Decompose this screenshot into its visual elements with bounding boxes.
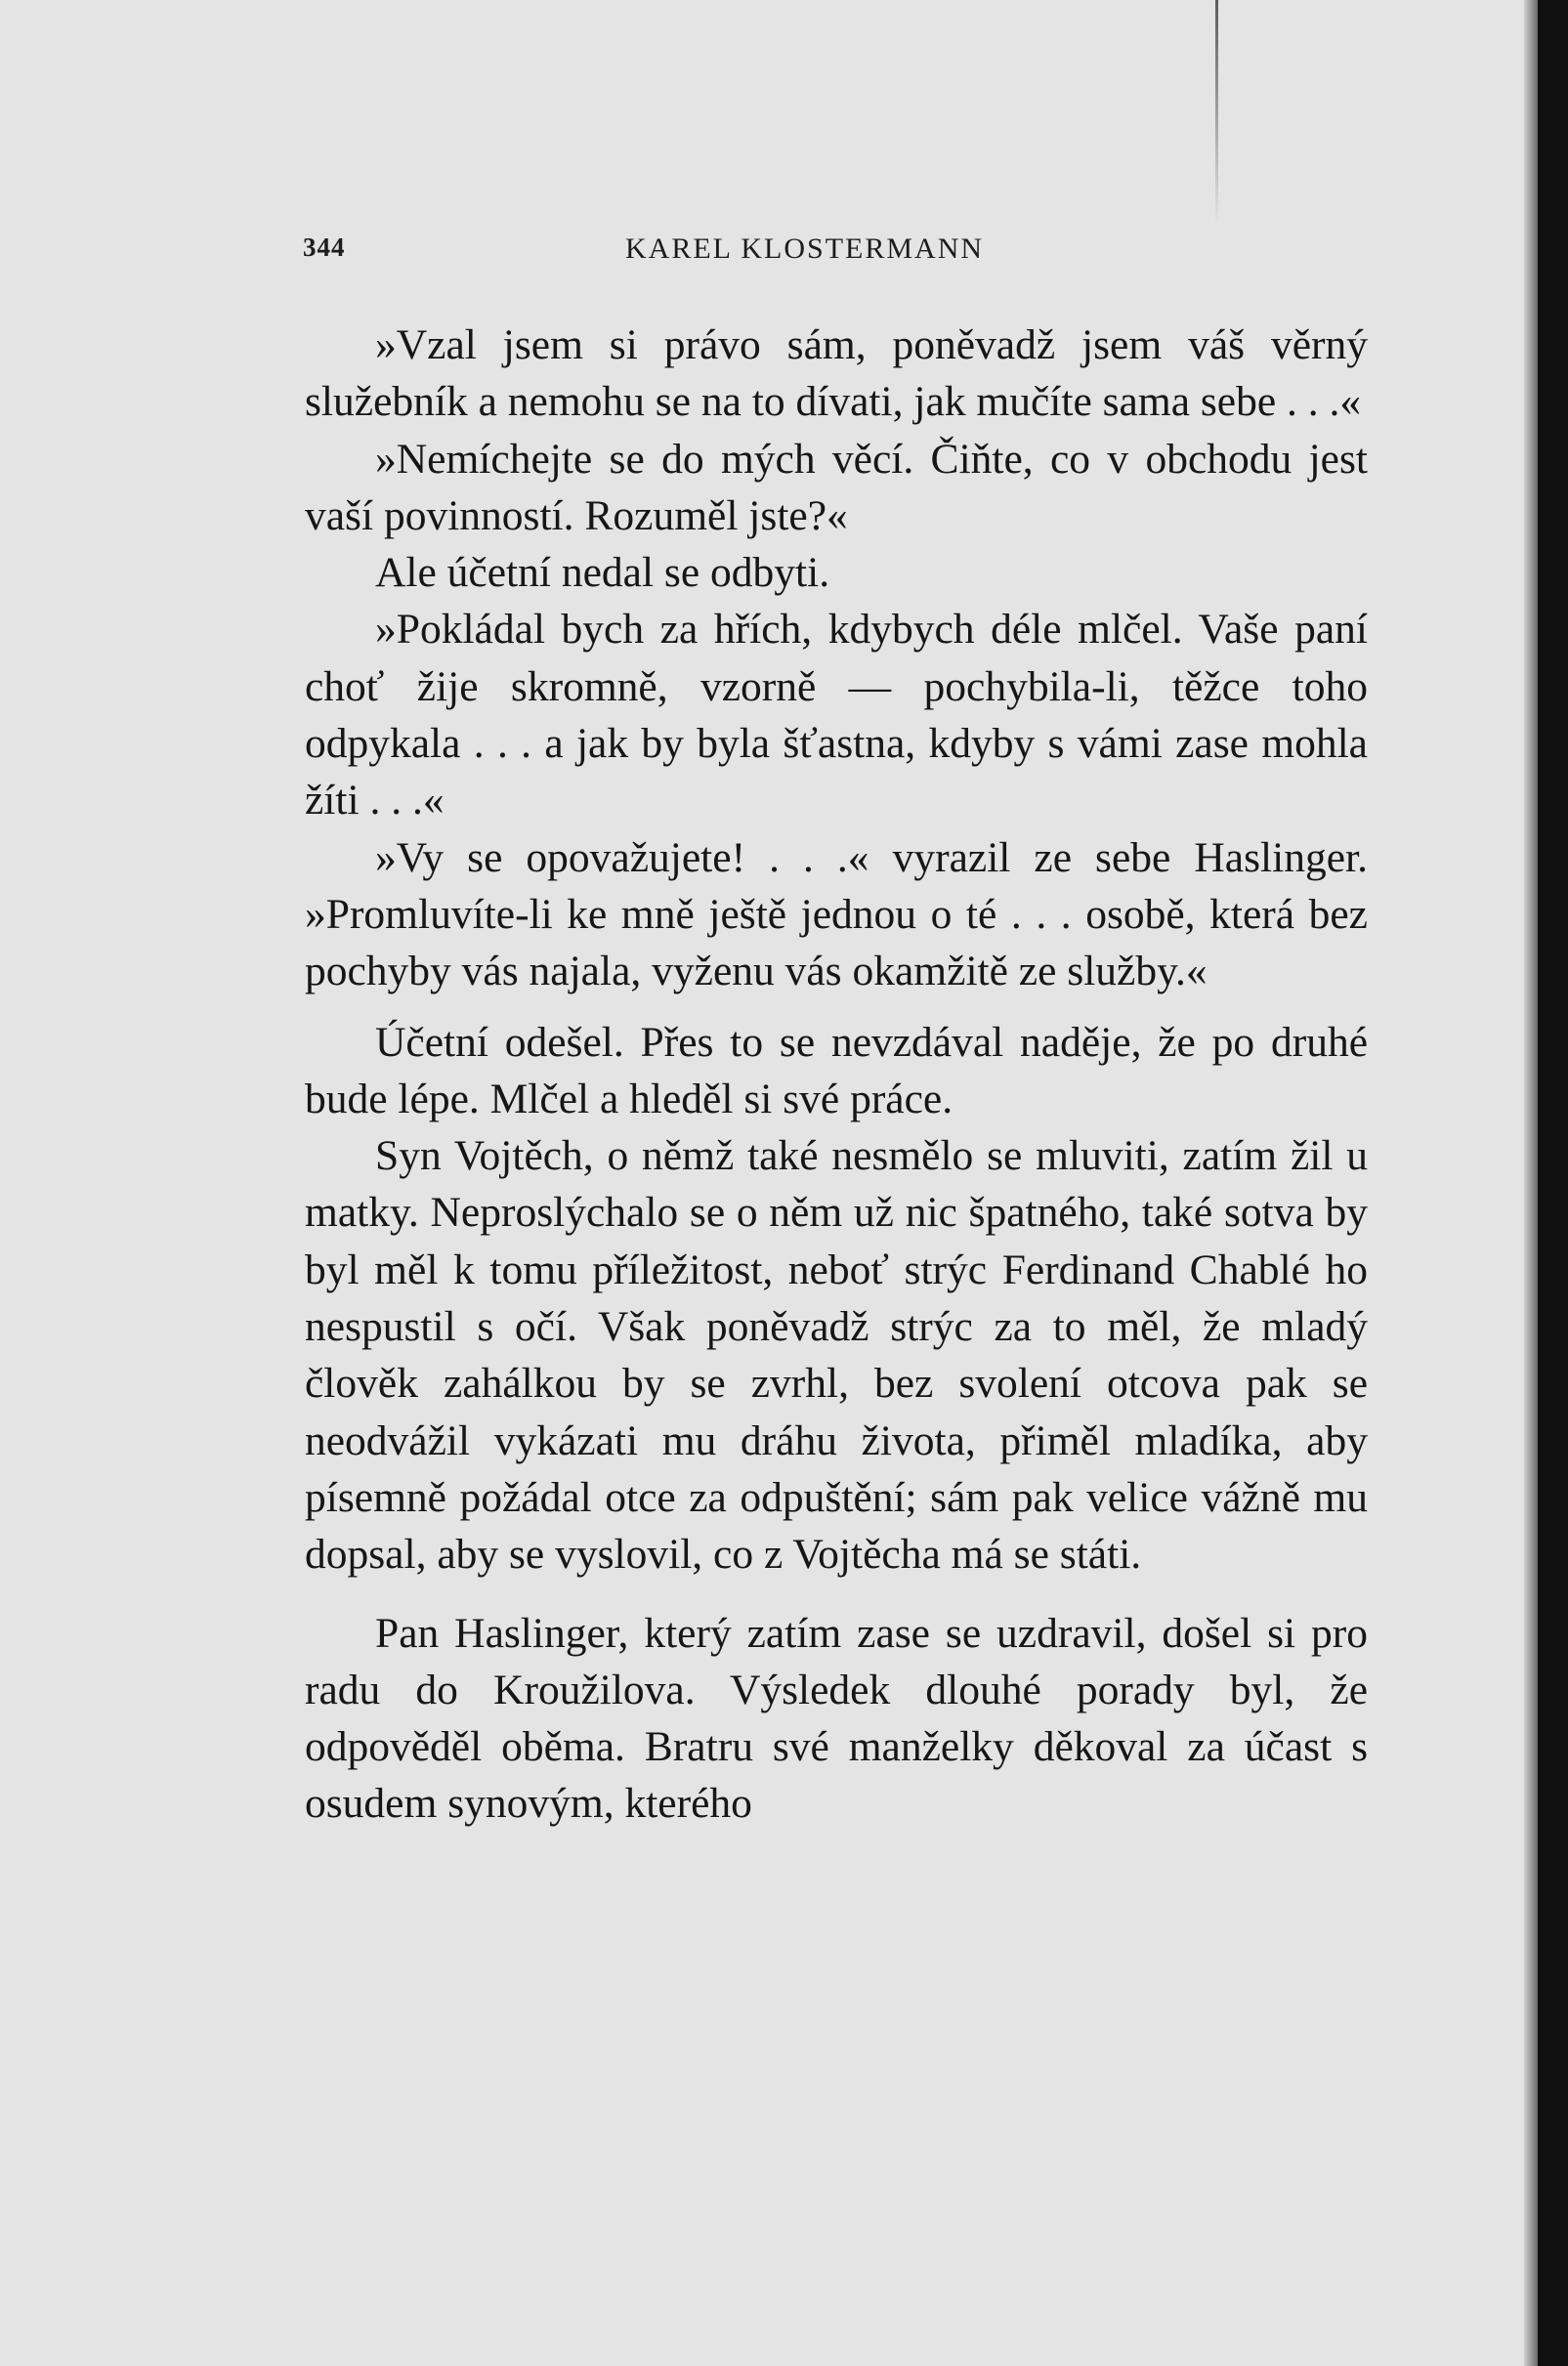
fold-mark bbox=[1215, 0, 1218, 225]
page-number: 344 bbox=[303, 232, 346, 262]
paragraph-3: Ale účetní nedal se odbyti. bbox=[375, 549, 830, 597]
paragraph-7: Syn Vojtěch, o němž také nesmělo se mluviti, zatím žil u matky. Neproslýchalo se o něm už nic špatného, také sotva by byl měl k tomu příležitost, neboť strýc Ferdinand Chablé ho nespustil s očí. Však poněvadž strýc za to měl, že mladý člověk zahálkou by se zvrhl, bez svolení otcova pak se neodvážil vykázati mu dráhu života, přiměl mladíka, aby písemně požádal otce za odpuštění; sám pak velice vážně mu dopsal, aby se vyslovil, co z Vojtěcha má se státi. bbox=[305, 1132, 1368, 1579]
paragraph-1: »Vzal jsem si právo sám, poněvadž jsem váš věrný služebník a nemohu se na to dívati, jak mučíte sama sebe . . .« bbox=[305, 321, 1368, 426]
running-head: KAREL KLOSTERMANN bbox=[625, 232, 985, 265]
paragraph-5: »Vy se opovažujete! . . .« vyrazil ze sebe Haslinger. »Promluvíte-li ke mně ještě jednou o té . . . osobě, která bez pochyby vás najala, vyženu vás okamžitě ze služby.« bbox=[305, 833, 1368, 995]
paragraph-2: »Nemíchejte se do mých věcí. Čiňte, co v obchodu jest vaší povinností. Rozuměl jste?« bbox=[305, 435, 1368, 539]
page-header bbox=[303, 232, 1036, 272]
paragraph-6: Účetní odešel. Přes to se nevzdával naděje, že po druhé bude lépe. Mlčel a hleděl si své práce. bbox=[305, 1018, 1368, 1122]
paragraph-4: »Pokládal bych za hřích, kdybych déle mlčel. Vaše paní choť žije skromně, vzorně — pochybila-li, těžce toho odpykala . . . a jak by byla šťastna, kdyby s vámi zase mohla žíti . . .« bbox=[305, 606, 1368, 824]
body-text bbox=[305, 317, 1368, 1833]
paragraph-8: Pan Haslinger, který zatím zase se uzdravil, došel si pro radu do Kroužilova. Výsledek dlouhé porady byl, že odpověděl oběma. Bratru své manželky děkoval za účast s osudem synovým, kterého bbox=[305, 1609, 1368, 1828]
page-edge-shadow bbox=[1524, 0, 1538, 2366]
